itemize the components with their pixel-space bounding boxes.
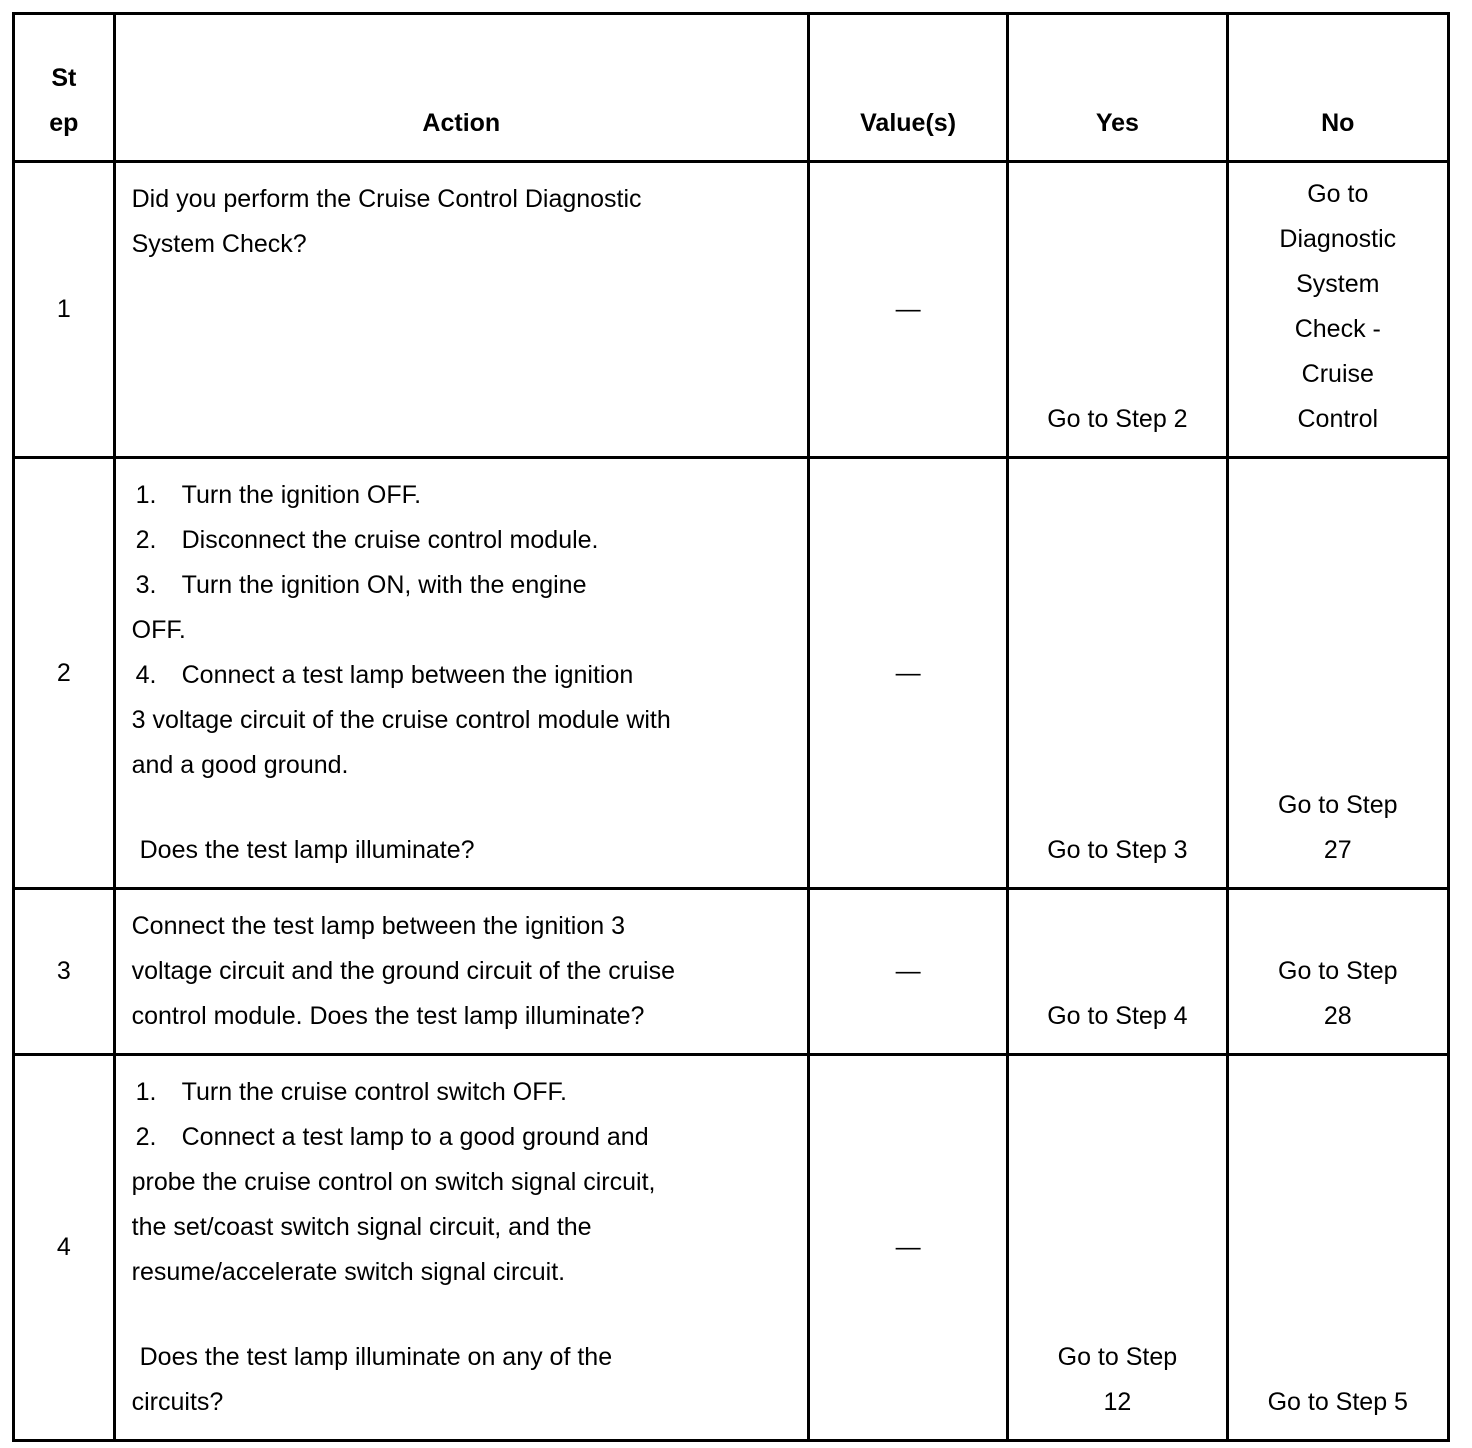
no-line: Go to Step — [1278, 791, 1398, 819]
header-step — [14, 14, 115, 162]
header-yes: Yes — [1008, 14, 1227, 162]
item-number: 4. — [135, 661, 157, 689]
item-text: Connect a test lamp to a good ground and — [181, 1123, 649, 1151]
no-cell — [1227, 162, 1448, 458]
yes-line: 12 — [1103, 1388, 1132, 1416]
yes-cell: Go to Step 4 — [1008, 889, 1227, 1055]
action-line: Did you perform the Cruise Control Diagnostic — [131, 185, 642, 213]
header-step-line1: St — [51, 64, 77, 92]
action-line: voltage circuit and the ground circuit of the cruise — [131, 957, 675, 985]
yes-cell: Go to Step 2 — [1008, 162, 1227, 458]
header-action: Action — [114, 14, 808, 162]
no-line: Go to — [1307, 180, 1369, 208]
item-text: Turn the ignition ON, with the engine — [181, 571, 587, 599]
action-line: System Check? — [131, 230, 307, 258]
action-list-item — [132, 653, 795, 698]
item-text: Turn the ignition OFF. — [181, 481, 422, 509]
item-continuation: and a good ground. — [131, 751, 349, 779]
item-continuation: OFF. — [131, 616, 186, 644]
no-line: 27 — [1323, 836, 1352, 864]
item-continuation: resume/accelerate switch signal circuit. — [131, 1258, 566, 1286]
action-cell — [114, 1055, 808, 1441]
table-row — [14, 889, 1449, 1055]
step-number: 4 — [14, 1055, 115, 1441]
table-row — [14, 458, 1449, 889]
no-cell — [1227, 458, 1448, 889]
no-cell — [1227, 889, 1448, 1055]
item-number: 1. — [135, 1078, 157, 1106]
no-line: 28 — [1323, 1002, 1352, 1030]
item-continuation: the set/coast switch signal circuit, and the — [131, 1213, 592, 1241]
action-list-item — [132, 563, 795, 608]
item-text: Turn the cruise control switch OFF. — [181, 1078, 567, 1106]
item-number: 2. — [135, 1123, 157, 1151]
action-list-item — [132, 1070, 795, 1115]
item-number: 1. — [135, 481, 157, 509]
item-number: 2. — [135, 526, 157, 554]
action-question: Does the test lamp illuminate? — [139, 836, 475, 864]
no-line: Cruise — [1301, 360, 1374, 388]
yes-cell — [1008, 1055, 1227, 1441]
action-question: Does the test lamp illuminate on any of the — [139, 1343, 613, 1371]
spacer — [132, 788, 795, 828]
no-cell: Go to Step 5 — [1227, 1055, 1448, 1441]
item-number: 3. — [135, 571, 157, 599]
no-line: Control — [1297, 405, 1379, 433]
value-cell: — — [808, 458, 1007, 889]
diagnostic-table — [12, 12, 1450, 1442]
action-cell — [114, 162, 808, 458]
action-question-continuation: circuits? — [131, 1388, 224, 1416]
item-text: Disconnect the cruise control module. — [181, 526, 599, 554]
yes-cell: Go to Step 3 — [1008, 458, 1227, 889]
action-line: Connect the test lamp between the ignition 3 — [131, 912, 625, 940]
no-line: Diagnostic — [1279, 225, 1397, 253]
action-cell — [114, 458, 808, 889]
table-row — [14, 1055, 1449, 1441]
value-cell: — — [808, 889, 1007, 1055]
item-text: Connect a test lamp between the ignition — [181, 661, 634, 689]
action-list-item — [132, 1115, 795, 1160]
item-continuation: 3 voltage circuit of the cruise control module with — [131, 706, 671, 734]
no-line: Check - — [1294, 315, 1381, 343]
value-cell: — — [808, 1055, 1007, 1441]
value-cell: — — [808, 162, 1007, 458]
yes-line: Go to Step — [1057, 1343, 1178, 1371]
diagnostic-table-sheet — [12, 12, 1450, 1436]
header-values: Value(s) — [808, 14, 1007, 162]
no-line: System — [1296, 270, 1380, 298]
step-number: 2 — [14, 458, 115, 889]
spacer — [132, 1295, 795, 1335]
action-cell — [114, 889, 808, 1055]
step-number: 3 — [14, 889, 115, 1055]
action-list-item — [132, 518, 795, 563]
header-no: No — [1227, 14, 1448, 162]
step-number: 1 — [14, 162, 115, 458]
item-continuation: probe the cruise control on switch signal circuit, — [131, 1168, 656, 1196]
header-step-line2: ep — [49, 109, 79, 137]
action-list-item — [132, 473, 795, 518]
no-line: Go to Step — [1278, 957, 1398, 985]
table-row — [14, 162, 1449, 458]
table-header-row — [14, 14, 1449, 162]
action-line: control module. Does the test lamp illuminate? — [131, 1002, 645, 1030]
